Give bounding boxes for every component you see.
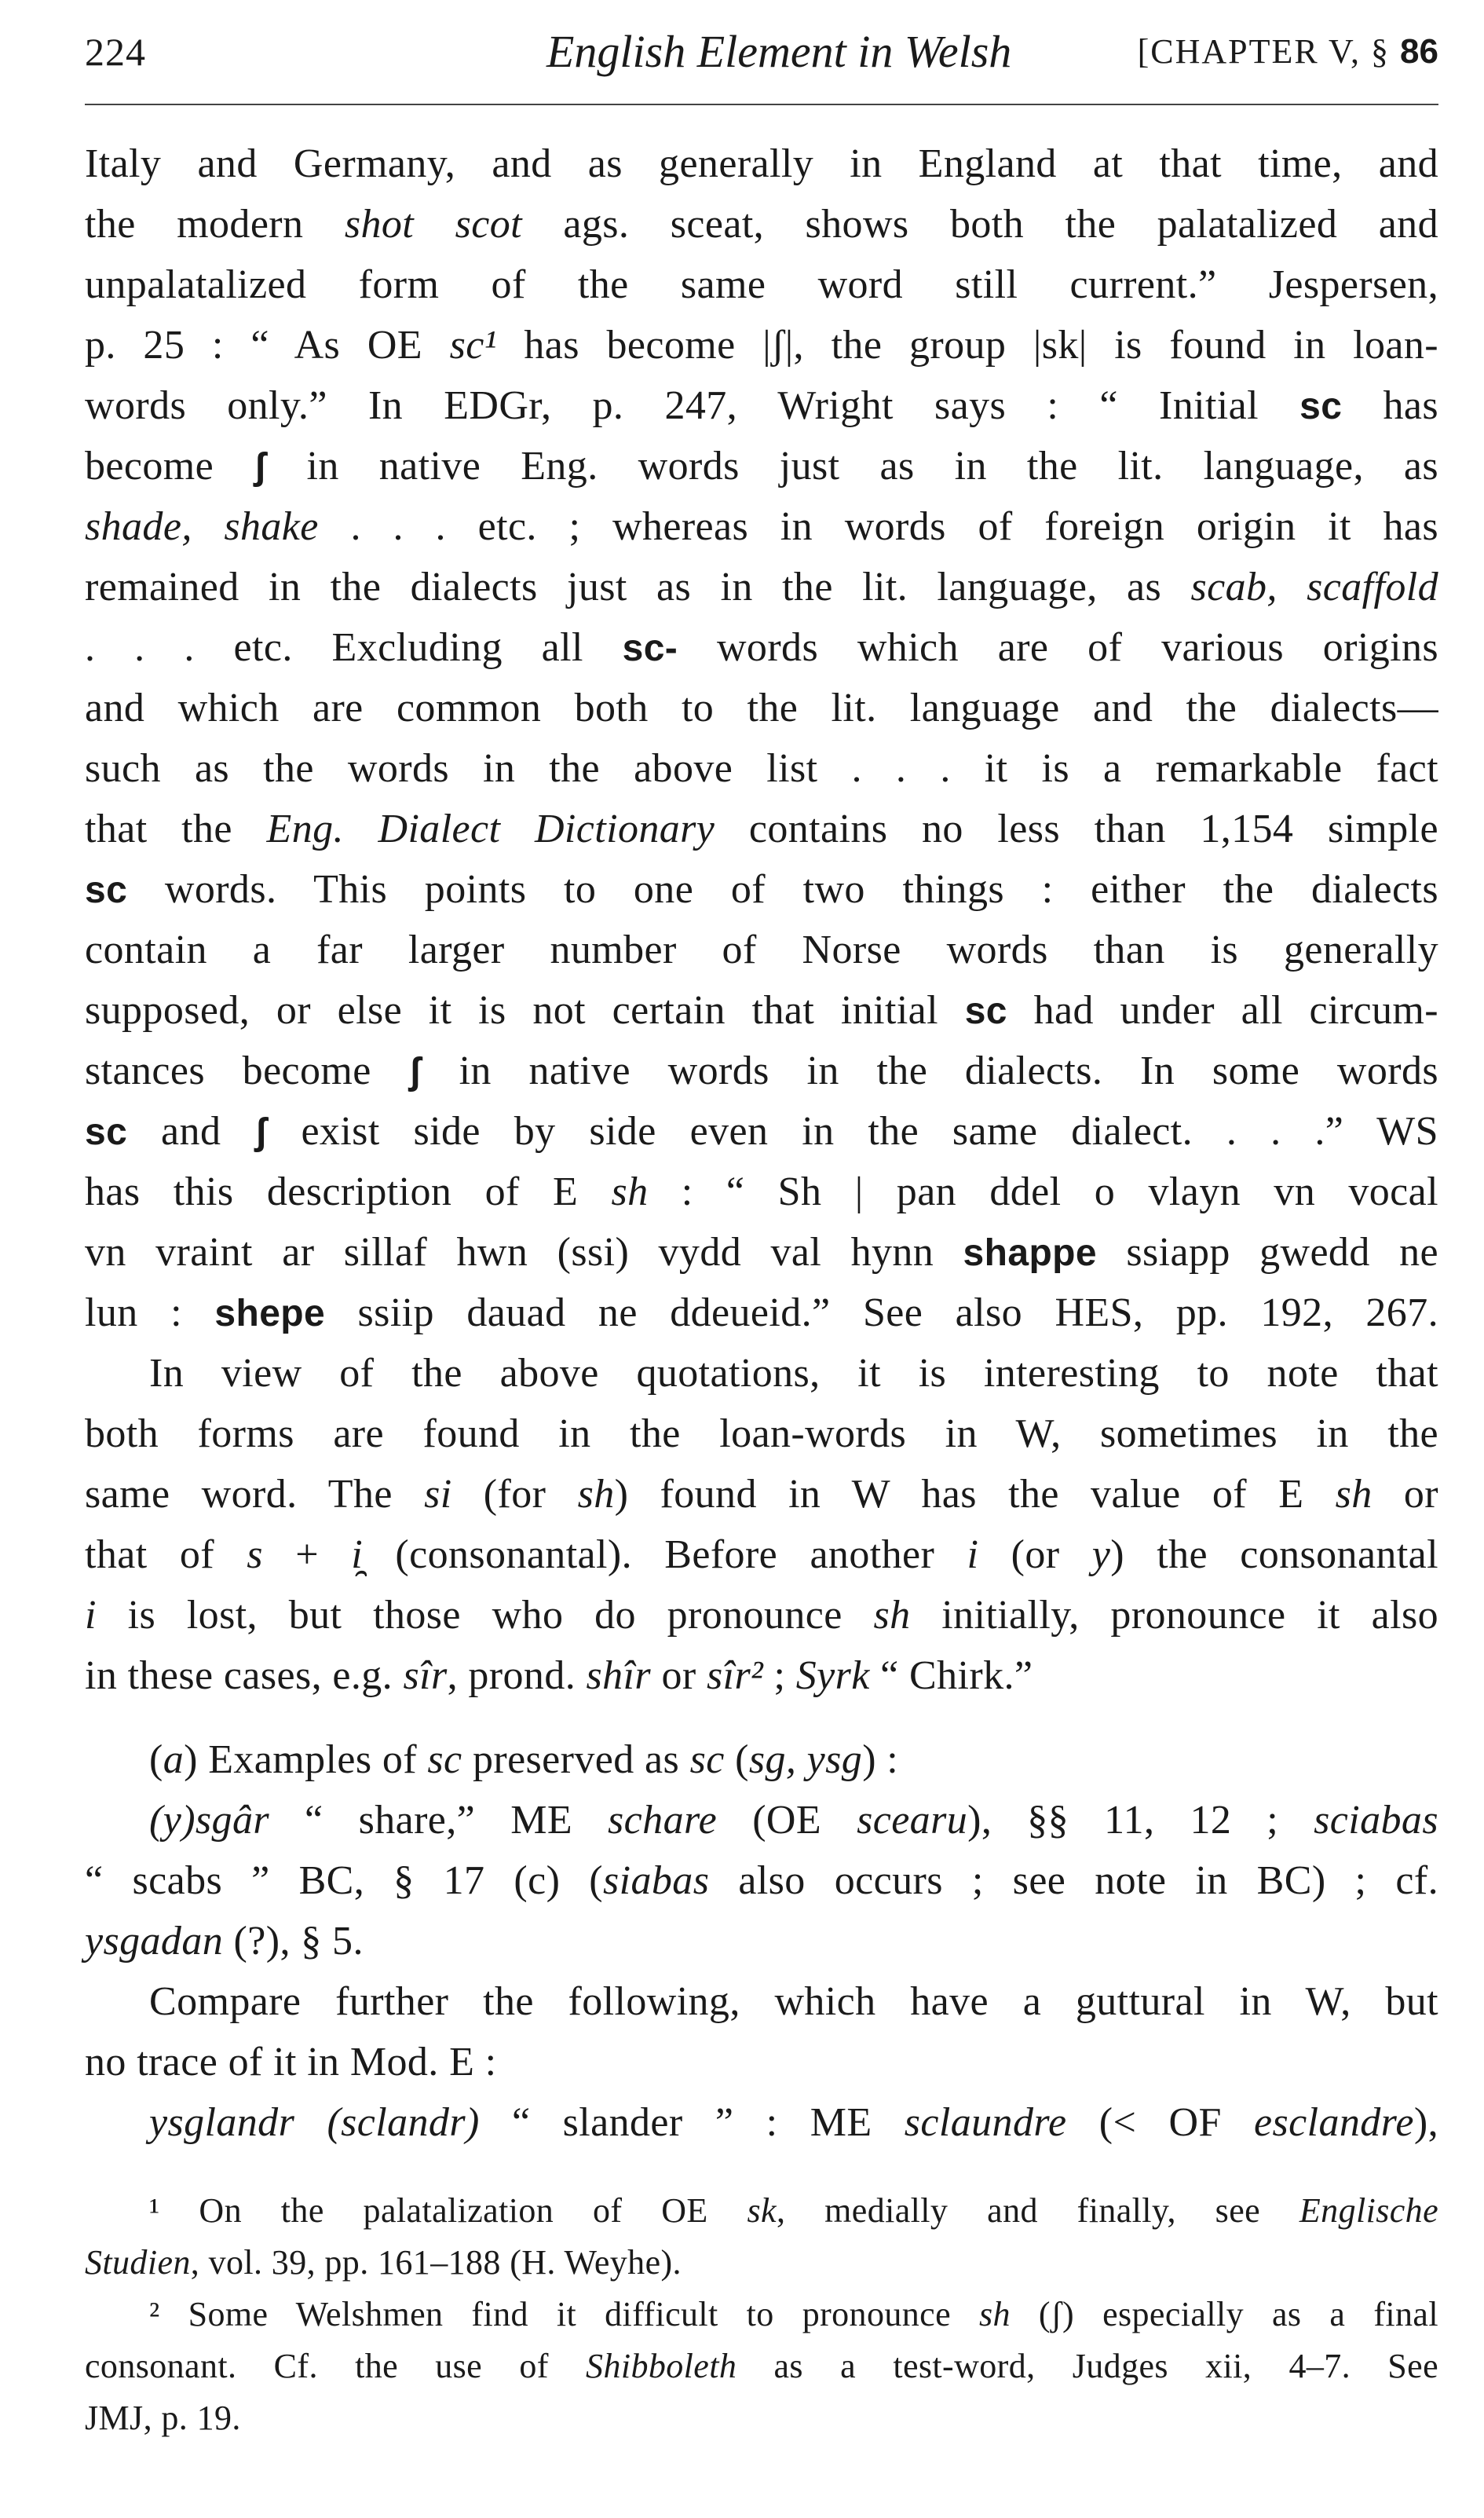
text-line: words only.” In EDGr, p. 247, Wright says : “ Initial sc has — [85, 383, 1438, 428]
text-line: such as the words in the above list . . . it is a remarkable fact — [85, 746, 1438, 791]
footnote-2-line: consonant. Cf. the use of Shibboleth as a test-word, Judges xii, 4–7. See — [85, 2347, 1439, 2385]
footnote-2: ² Some Welshmen find it difficult to pronounce sh (ʃ) especially as a final — [149, 2295, 1438, 2333]
text-line: Compare further the following, which have a guttural in W, but — [149, 1979, 1438, 2024]
section-number: 86 — [1400, 32, 1438, 71]
text-line: supposed, or else it is not certain that initial sc had under all circum- — [85, 988, 1438, 1033]
text-line: shade, shake . . . etc. ; whereas in words of foreign origin it has — [85, 504, 1438, 549]
text-line: has this description of E sh : “ Sh | pan ddel o vlayn vn vocal — [85, 1169, 1438, 1214]
footnote-1: ¹ On the palatalization of OE sk, medially and finally, see Englische — [149, 2191, 1438, 2230]
text-line: that the Eng. Dialect Dictionary contains no less than 1,154 simple — [85, 807, 1438, 851]
text-line: both forms are found in the loan-words in W, sometimes in the — [85, 1411, 1438, 1456]
text-line: lun : shepe ssiip dauad ne ddeueid.” See also HES, pp. 192, 267. — [85, 1290, 1439, 1335]
text-line: . . . etc. Excluding all sc- words which are of various origins — [85, 625, 1438, 670]
running-title: English Element in Welsh — [546, 26, 1012, 77]
section-reference — [1138, 27, 1438, 77]
text-line: remained in the dialects just as in the lit. language, as scab, scaffold — [85, 565, 1438, 609]
footnote-1-line: Studien, vol. 39, pp. 161–188 (H. Weyhe). — [85, 2243, 682, 2282]
text-line: i is lost, but those who do pronounce sh initially, pronounce it also — [85, 1593, 1439, 1638]
paragraph-start-line: In view of the above quotations, it is interesting to note that — [149, 1351, 1438, 1396]
text-line: vn vraint ar sillaf hwn (ssi) vydd val hynn shappe ssiapp gwedd ne — [85, 1230, 1438, 1275]
example-line: ysgadan (?), § 5. — [85, 1919, 364, 1964]
text-line: the modern shot scot ags. sceat, shows both the palatalized and — [85, 202, 1438, 247]
header-rule — [85, 104, 1438, 105]
example-line: “ scabs ” BC, § 17 (c) (siabas also occurs ; see note in BC) ; cf. — [85, 1858, 1438, 1903]
text-line: become ʃ in native Eng. words just as in the lit. language, as — [85, 444, 1438, 489]
text-line: and which are common both to the lit. language and the dialects— — [85, 686, 1438, 730]
text-line: sc words. This points to one of two things : either the dialects — [85, 867, 1438, 912]
text-line: Italy and Germany, and as generally in England at that time, and — [85, 141, 1438, 186]
text-line: that of s + i̯ (consonantal). Before another i (or y) the consonantal — [85, 1532, 1439, 1577]
text-line: in these cases, e.g. sîr, prond. shîr or sîr² ; Syrk “ Chirk.” — [85, 1653, 1033, 1698]
text-line: sc and ʃ exist side by side even in the same dialect. . . .” WS — [85, 1109, 1438, 1154]
example-line: (y)sgâr “ share,” ME schare (OE scearu), §§ 11, 12 ; sciabas — [149, 1798, 1438, 1843]
example-line: ysglandr (sclandr) “ slander ” : ME sclaundre (< OF esclandre), — [149, 2100, 1438, 2145]
text-line: p. 25 : “ As OE sc¹ has become |ʃ|, the group |sk| is found in loan- — [85, 323, 1438, 368]
footnote-2-line: JMJ, p. 19. — [85, 2399, 241, 2437]
example-heading: (a) Examples of sc preserved as sc (sg, ysg) : — [149, 1737, 899, 1782]
text-line: unpalatalized form of the same word still current.” Jespersen, — [85, 262, 1438, 307]
text-line: contain a far larger number of Norse words than is generally — [85, 928, 1438, 972]
text-line: no trace of it in Mod. E : — [85, 2040, 497, 2084]
page-number: 224 — [85, 30, 146, 74]
section-prefix: [CHAPTER V, § — [1137, 32, 1391, 71]
running-header — [85, 27, 1438, 77]
text-line: stances become ʃ in native words in the dialects. In some words — [85, 1049, 1438, 1093]
text-line: same word. The si (for sh) found in W has the value of E sh or — [85, 1472, 1438, 1517]
